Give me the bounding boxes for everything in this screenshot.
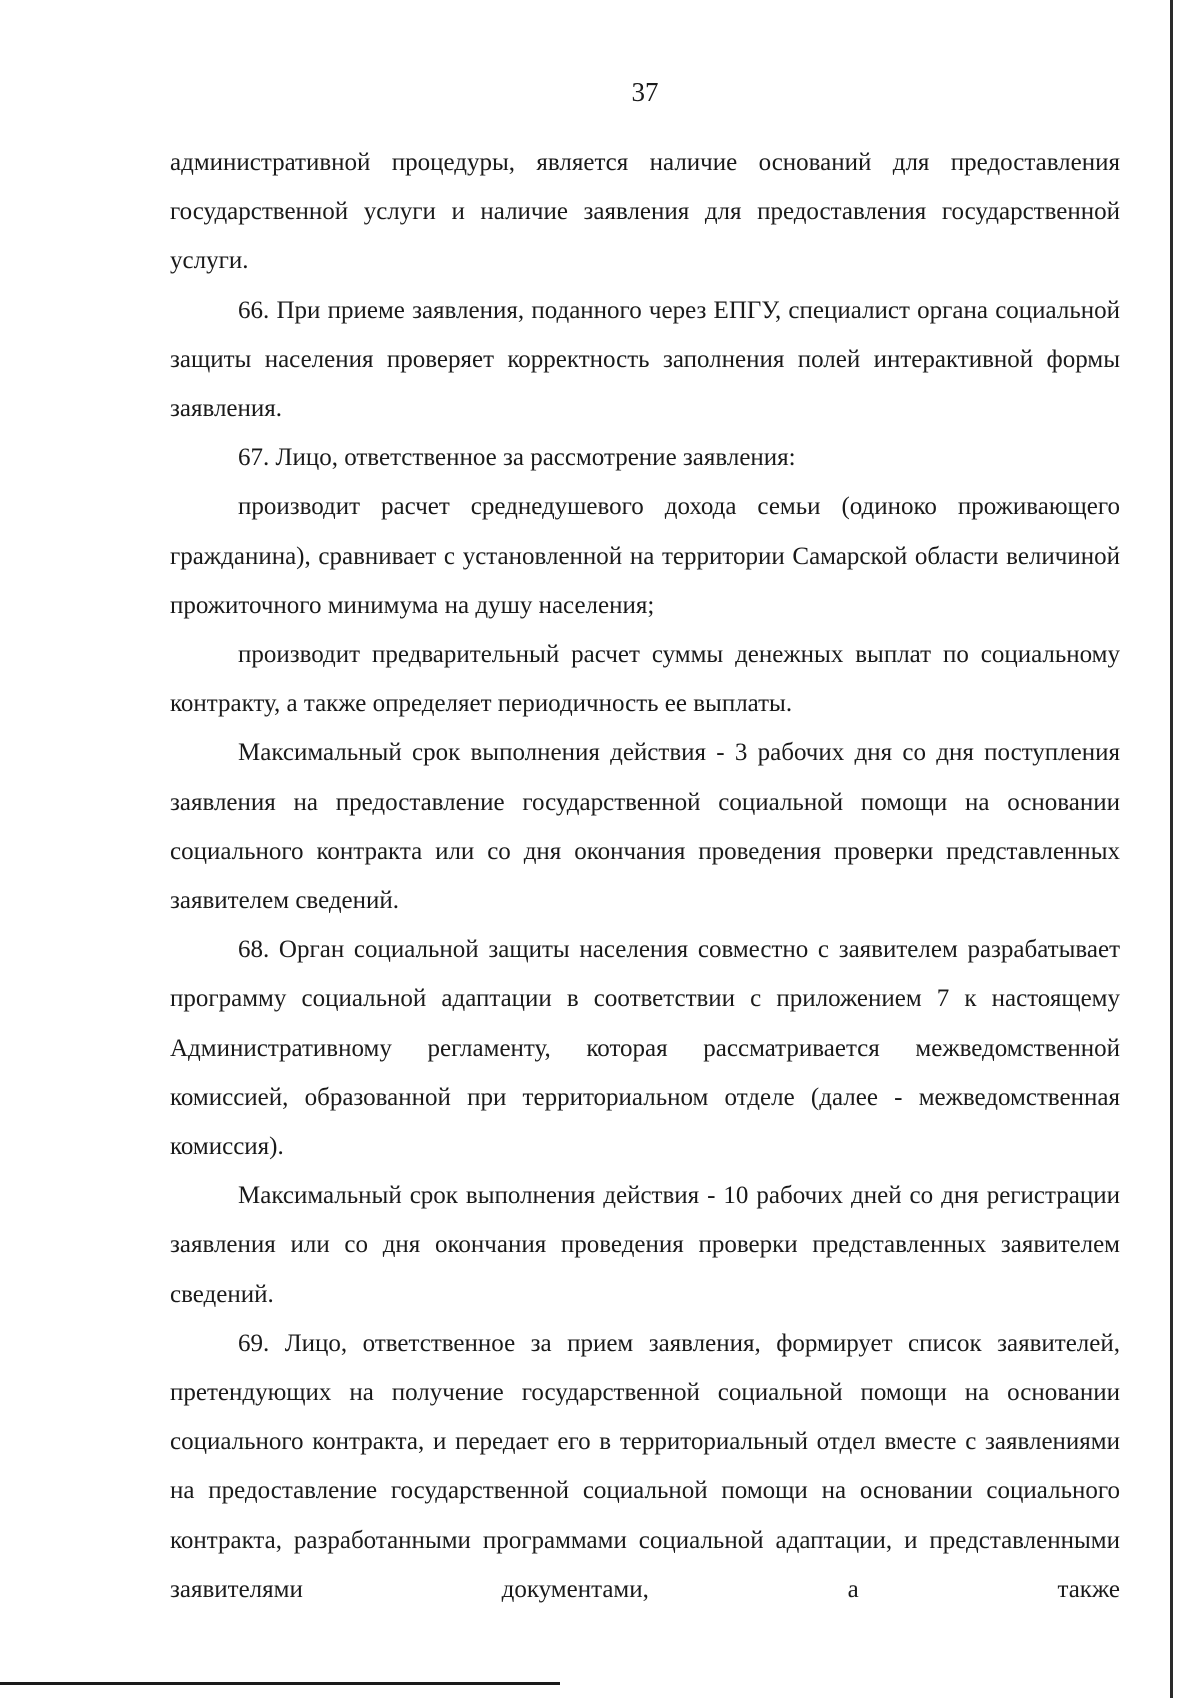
footer-rule (0, 1682, 560, 1685)
paragraph-deadline-2: Максимальный срок выполнения действия - 10 рабочих дней со дня регистрации заявления или со дня окончания проведения проверки представленных заявителем сведений. (170, 1182, 1120, 1308)
page-right-edge (1170, 0, 1173, 1698)
paragraph-69: 69. Лицо, ответственное за прием заявления, формирует список заявителей, претендующих на получение государственной социальной помощи на основании социального контракта, и передает его в территориальный отдел вместе с заявлениями на предоставление государственной социальной помощи на основании социального контракта, разработанными программами социальной адаптации, и представленными заявителями документами, а также (170, 1329, 1120, 1603)
paragraph-continuation: административной процедуры, является наличие оснований для предоставления государственной услуги и наличие заявления для предоставления государственной услуги. (170, 149, 1120, 275)
paragraph-68: 68. Орган социальной защиты населения совместно с заявителем разрабатывает программу социальной адаптации в соответствии с приложением 7 к настоящему Административному регламенту, которая рассматривается межведомственной комиссией, образованной при территориальном отделе (далее - межведомственная комиссия). (170, 936, 1120, 1161)
page-number: 37 (631, 77, 659, 107)
paragraph-66: 66. При приеме заявления, поданного через ЕПГУ, специалист органа социальной защиты населения проверяет корректность заполнения полей интерактивной формы заявления. (170, 296, 1120, 423)
paragraph-67-item-1: производит расчет среднедушевого дохода семьи (одиноко проживающего гражданина), сравнивает с установленной на территории Самарской области величиной прожиточного минимума на душу населения; (170, 493, 1120, 619)
paragraph-67: 67. Лицо, ответственное за рассмотрение заявления: (238, 444, 796, 472)
document-body (170, 138, 1120, 1614)
paragraph-67-item-2: производит предварительный расчет суммы денежных выплат по социальному контракту, а также определяет периодичность ее выплаты. (170, 641, 1120, 718)
paragraph-deadline-1: Максимальный срок выполнения действия - 3 рабочих дня со дня поступления заявления на предоставление государственной социальной помощи на основании социального контракта или со дня окончания проведения проверки представленных заявителем сведений. (170, 739, 1120, 915)
